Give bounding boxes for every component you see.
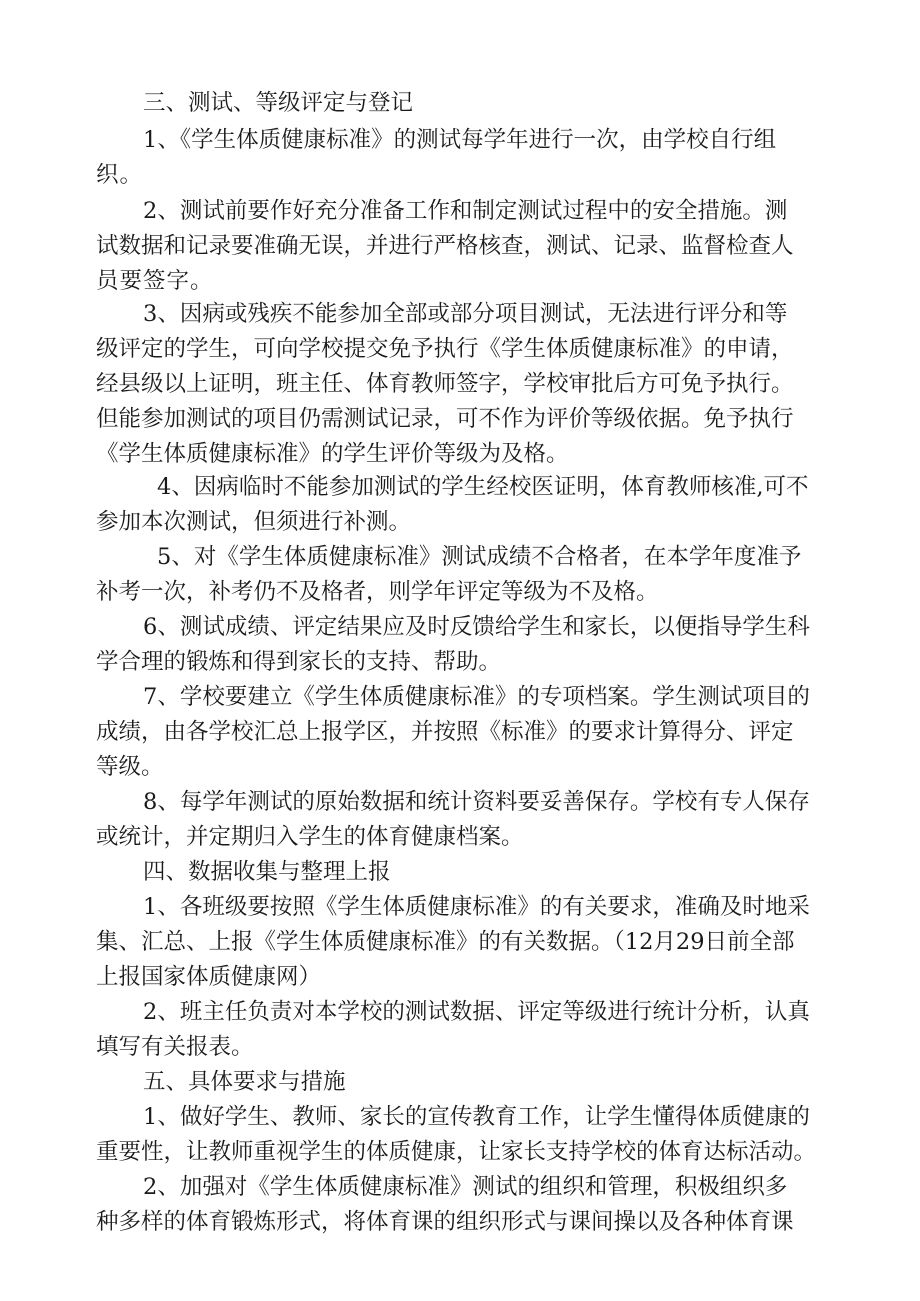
paragraph-line: 2、加强对《学生体质健康标准》测试的组织和管理，积极组织多 — [143, 1174, 788, 1200]
paragraph-line: 1、各班级要按照《学生体质健康标准》的有关要求，准确及时地采 — [143, 894, 810, 920]
paragraph-line: 集、汇总、上报《学生体质健康标准》的有关数据。（12月29日前全部 — [96, 929, 795, 955]
paragraph-line: 5、对《学生体质健康标准》测试成绩不合格者，在本学年度准予 — [157, 544, 802, 570]
paragraph-line: 6、测试成绩、评定结果应及时反馈给学生和家长，以便指导学生科 — [143, 614, 810, 640]
paragraph-line: 补考一次，补考仍不及格者，则学年评定等级为不及格。 — [96, 579, 659, 605]
paragraph-line: 7、学校要建立《学生体质健康标准》的专项档案。学生测试项目的 — [143, 684, 810, 710]
paragraph-line: 《学生体质健康标准》的学生评价等级为及格。 — [96, 441, 569, 467]
paragraph-line: 1、《学生体质健康标准》的测试每学年进行一次，由学校自行组 — [143, 127, 777, 153]
paragraph-line: 2、班主任负责对本学校的测试数据、评定等级进行统计分析，认真 — [143, 999, 810, 1025]
paragraph-line: 3、因病或残疾不能参加全部或部分项目测试，无法进行评分和等 — [143, 301, 788, 327]
paragraph-line: 8、每学年测试的原始数据和统计资料要妥善保存。学校有专人保存 — [143, 789, 810, 815]
paragraph-line: 试数据和记录要准确无误，并进行严格核查，测试、记录、监督检查人 — [96, 233, 794, 259]
paragraph-line: 等级。 — [96, 754, 164, 780]
paragraph-line: 4、因病临时不能参加测试的学生经校医证明，体育教师核准,可不 — [157, 474, 809, 500]
section-heading-5: 五、具体要求与措施 — [143, 1069, 346, 1095]
section-heading-4: 四、数据收集与整理上报 — [143, 859, 391, 885]
section-heading-3: 三、测试、等级评定与登记 — [143, 90, 414, 116]
paragraph-line: 织。 — [96, 162, 144, 188]
paragraph-line: 或统计，并定期归入学生的体育健康档案。 — [96, 824, 524, 850]
paragraph-line: 2、测试前要作好充分准备工作和制定测试过程中的安全措施。测 — [143, 198, 788, 224]
paragraph-line: 员要签字。 — [96, 268, 214, 294]
paragraph-line: 级评定的学生，可向学校提交免予执行《学生体质健康标准》的申请， — [96, 336, 794, 362]
paragraph-line: 成绩，由各学校汇总上报学区，并按照《标准》的要求计算得分、评定 — [96, 719, 794, 745]
paragraph-line: 经县级以上证明，班主任、体育教师签字，学校审批后方可免予执行。 — [96, 371, 794, 397]
paragraph-line: 种多样的体育锻炼形式，将体育课的组织形式与课间操以及各种体育课 — [96, 1209, 794, 1235]
paragraph-line: 1、做好学生、教师、家长的宣传教育工作，让学生懂得体质健康的 — [143, 1104, 810, 1130]
paragraph-line: 参加本次测试，但须进行补测。 — [96, 509, 412, 535]
paragraph-line: 重要性，让教师重视学生的体质健康，让家长支持学校的体育达标活动。 — [96, 1139, 817, 1165]
paragraph-line: 填写有关报表。 — [96, 1034, 254, 1060]
paragraph-line: 但能参加测试的项目仍需测试记录，可不作为评价等级依据。免予执行 — [96, 406, 794, 432]
paragraph-line: 上报国家体质健康网） — [96, 964, 322, 990]
paragraph-line: 学合理的锻炼和得到家长的支持、帮助。 — [96, 649, 502, 675]
